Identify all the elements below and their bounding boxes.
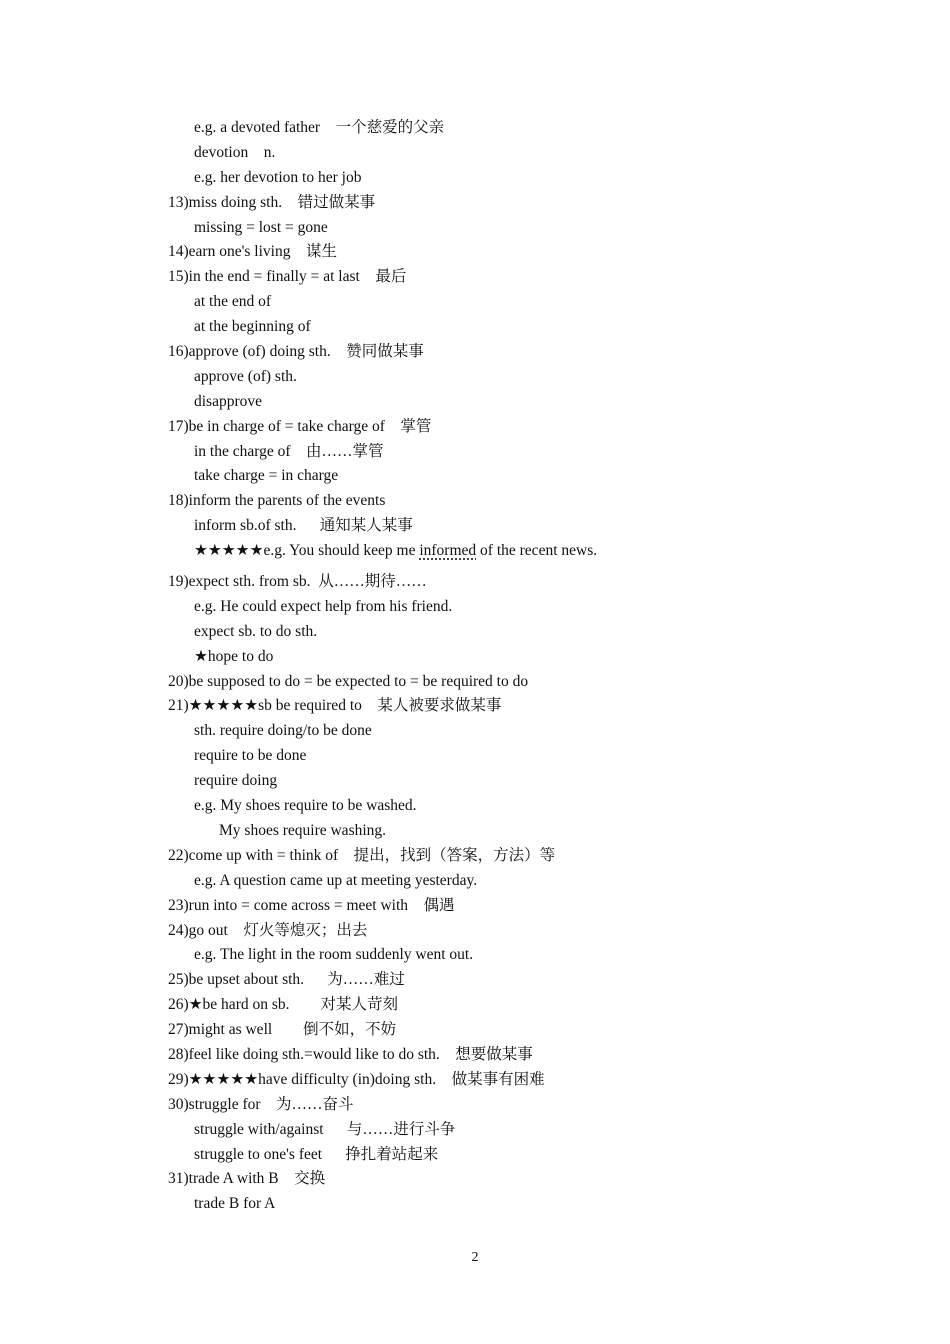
sub-line: take charge = in charge [194,467,339,485]
sub-line: at the end of [194,293,272,311]
phrase-20: 20)be supposed to do = be expected to = be required to do [168,672,529,690]
phrase-23: 23)run into = come across = meet with 偶遇 [168,896,455,914]
sub-line: trade B for A [194,1195,276,1213]
sub-line: ★hope to do [194,647,274,665]
phrase-18: 18)inform the parents of the events [168,492,386,510]
example-line: e.g. The light in the room suddenly went out. [194,946,474,964]
phrase-28: 28)feel like doing sth.=would like to do sth. 想要做某事 [168,1045,533,1063]
phrase-19: 19)expect sth. from sb. 从……期待…… [168,573,427,591]
sub-line: expect sb. to do sth. [194,622,318,640]
sub-line: require to be done [194,747,307,765]
page-number: 2 [471,1250,479,1265]
phrase-25: 25)be upset about sth. 为……难过 [168,971,405,989]
phrase-30: 30)struggle for 为……奋斗 [168,1095,354,1113]
phrase-13: 13)miss doing sth. 错过做某事 [168,193,376,211]
phrase-21: 21)★★★★★sb be required to 某人被要求做某事 [168,697,502,715]
phrase-31: 31)trade A with B 交换 [168,1170,326,1188]
phrase-17: 17)be in charge of = take charge of 掌管 [168,417,432,435]
phrase-14: 14)earn one's living 谋生 [168,243,337,261]
example-line: My shoes require washing. [219,821,387,839]
example-text-start: ★★★★★e.g. You should keep me [194,542,420,560]
sub-line: sth. require doing/to be done [194,722,372,740]
sub-line: require doing [194,772,278,790]
sub-line: struggle to one's feet 挣扎着站起来 [194,1145,439,1163]
phrase-26: 26)★be hard on sb. 对某人苛刻 [168,996,399,1014]
example-text-end: of the recent news. [476,542,598,560]
phrase-27: 27)might as well 倒不如，不妨 [168,1021,397,1039]
sub-line: at the beginning of [194,318,311,336]
example-line: e.g. her devotion to her job [194,168,362,186]
dotted-emphasis: informed [419,542,477,560]
sub-line: approve (of) sth. [194,367,297,385]
sub-line: struggle with/against 与……进行斗争 [194,1120,456,1138]
phrase-24: 24)go out 灯火等熄灭；出去 [168,921,368,939]
sub-line: inform sb.of sth. 通知某人某事 [194,517,413,535]
example-line: e.g. My shoes require to be washed. [194,797,417,815]
phrase-22: 22)come up with = think of 提出，找到（答案，方法）等 [168,846,556,864]
word-line: devotion n. [194,143,276,161]
example-line: e.g. A question came up at meeting yesterday. [194,871,478,889]
starred-example-line [168,539,888,564]
example-line: e.g. He could expect help from his friend. [194,597,453,615]
sub-line: disapprove [194,392,263,410]
phrase-29: 29)★★★★★have difficulty (in)doing sth. 做某事有困难 [168,1070,545,1088]
phrase-15: 15)in the end = finally = at last 最后 [168,268,407,286]
example-line: e.g. a devoted father 一个慈爱的父亲 [194,119,445,136]
sub-line: in the charge of 由……掌管 [194,442,384,460]
phrase-16: 16)approve (of) doing sth. 赞同做某事 [168,343,424,361]
sub-line: missing = lost = gone [194,218,328,236]
vocabulary-notes [168,116,888,1217]
